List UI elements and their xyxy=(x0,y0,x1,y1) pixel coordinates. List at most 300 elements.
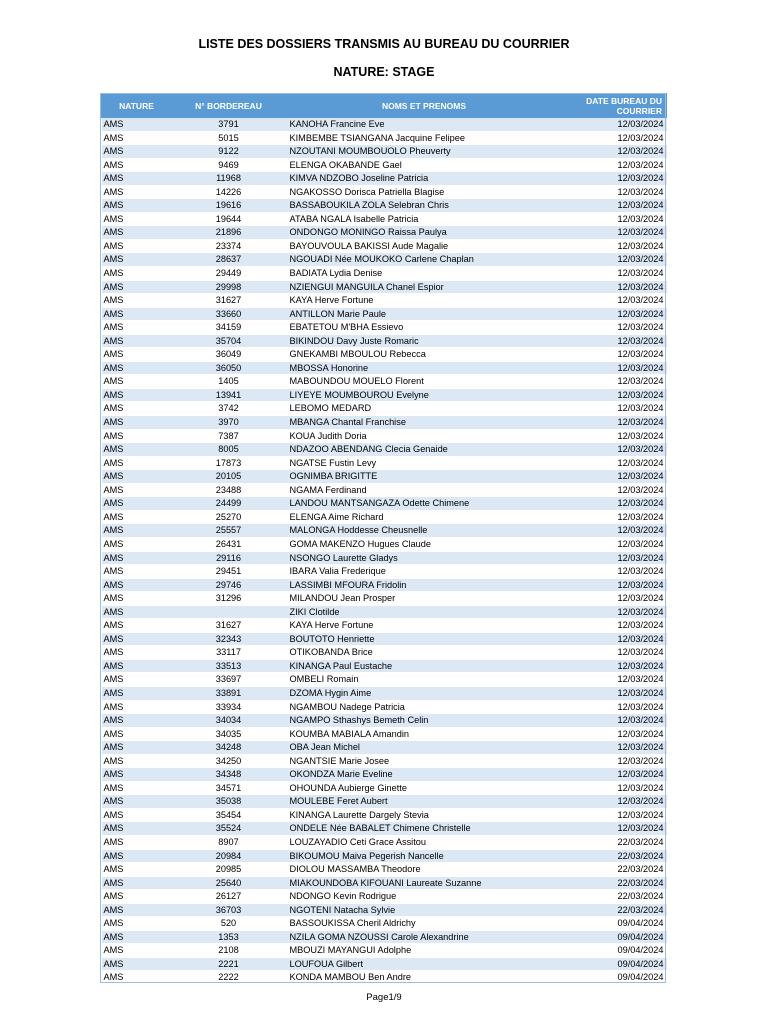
table-row xyxy=(102,741,667,755)
table-row xyxy=(102,145,667,159)
cell-bordereau: 2222 xyxy=(172,971,286,985)
cell-nature: AMS xyxy=(102,145,172,159)
cell-noms-prenoms: BADIATA Lydia Denise xyxy=(286,267,563,281)
cell-bordereau: 34035 xyxy=(172,727,286,741)
table-row xyxy=(102,754,667,768)
cell-date: 12/03/2024 xyxy=(563,646,667,660)
cell-nature: AMS xyxy=(102,700,172,714)
cell-nature: AMS xyxy=(102,890,172,904)
cell-bordereau: 31627 xyxy=(172,294,286,308)
cell-nature: AMS xyxy=(102,903,172,917)
cell-noms-prenoms: KAYA Herve Fortune xyxy=(286,294,563,308)
cell-date: 12/03/2024 xyxy=(563,253,667,267)
cell-noms-prenoms: MBOSSA Honorine xyxy=(286,361,563,375)
table-row xyxy=(102,863,667,877)
cell-bordereau: 34248 xyxy=(172,741,286,755)
cell-bordereau: 36050 xyxy=(172,361,286,375)
cell-nature: AMS xyxy=(102,971,172,985)
cell-bordereau: 29449 xyxy=(172,267,286,281)
cell-nature: AMS xyxy=(102,497,172,511)
table-row xyxy=(102,443,667,457)
cell-nature: AMS xyxy=(102,456,172,470)
cell-nature: AMS xyxy=(102,307,172,321)
cell-bordereau: 36049 xyxy=(172,348,286,362)
table-row xyxy=(102,971,667,985)
document-subtitle: NATURE: STAGE xyxy=(333,65,435,79)
cell-noms-prenoms: KOUA Judith Doria xyxy=(286,429,563,443)
cell-noms-prenoms: NGAMBOU Nadege Patricia xyxy=(286,700,563,714)
cell-noms-prenoms: BAYOUVOULA BAKISSI Aude Magalie xyxy=(286,239,563,253)
cell-date: 12/03/2024 xyxy=(563,388,667,402)
table-row xyxy=(102,673,667,687)
cell-nature: AMS xyxy=(102,781,172,795)
table-row xyxy=(102,267,667,281)
cell-date: 12/03/2024 xyxy=(563,510,667,524)
cell-bordereau: 7387 xyxy=(172,429,286,443)
table-row xyxy=(102,334,667,348)
table-row xyxy=(102,903,667,917)
cell-date: 12/03/2024 xyxy=(563,605,667,619)
cell-nature: AMS xyxy=(102,768,172,782)
cell-date: 22/03/2024 xyxy=(563,835,667,849)
cell-date: 12/03/2024 xyxy=(563,267,667,281)
cell-nature: AMS xyxy=(102,524,172,538)
cell-date: 12/03/2024 xyxy=(563,185,667,199)
cell-nature: AMS xyxy=(102,416,172,430)
cell-noms-prenoms: ANTILLON Marie Paule xyxy=(286,307,563,321)
cell-bordereau: 17873 xyxy=(172,456,286,470)
cell-date: 12/03/2024 xyxy=(563,280,667,294)
cell-noms-prenoms: MOULEBE Feret Aubert xyxy=(286,795,563,809)
cell-bordereau: 33660 xyxy=(172,307,286,321)
cell-date: 12/03/2024 xyxy=(563,822,667,836)
table-row xyxy=(102,686,667,700)
cell-date: 12/03/2024 xyxy=(563,497,667,511)
cell-date: 12/03/2024 xyxy=(563,361,667,375)
table-row xyxy=(102,632,667,646)
cell-date: 12/03/2024 xyxy=(563,239,667,253)
cell-bordereau: 13941 xyxy=(172,388,286,402)
table-row xyxy=(102,781,667,795)
cell-bordereau: 34034 xyxy=(172,714,286,728)
cell-nature: AMS xyxy=(102,334,172,348)
header-bordereau: N° BORDEREAU xyxy=(172,94,286,118)
table-row xyxy=(102,605,667,619)
cell-bordereau: 29746 xyxy=(172,578,286,592)
cell-date: 12/03/2024 xyxy=(563,808,667,822)
cell-nature: AMS xyxy=(102,673,172,687)
cell-bordereau: 33934 xyxy=(172,700,286,714)
cell-nature: AMS xyxy=(102,172,172,186)
cell-nature: AMS xyxy=(102,605,172,619)
cell-noms-prenoms: LEBOMO MEDARD xyxy=(286,402,563,416)
cell-bordereau: 29116 xyxy=(172,551,286,565)
cell-noms-prenoms: KIMVA NDZOBO Joseline Patricia xyxy=(286,172,563,186)
cell-noms-prenoms: ELENGA OKABANDE Gael xyxy=(286,158,563,172)
cell-date: 12/03/2024 xyxy=(563,483,667,497)
cell-date: 12/03/2024 xyxy=(563,727,667,741)
cell-date: 12/03/2024 xyxy=(563,429,667,443)
cell-noms-prenoms: OMBELI Romain xyxy=(286,673,563,687)
cell-bordereau: 25270 xyxy=(172,510,286,524)
cell-noms-prenoms: ONDONGO MONINGO Raissa Paulya xyxy=(286,226,563,240)
table-row xyxy=(102,212,667,226)
cell-noms-prenoms: NGATSE Fustin Levy xyxy=(286,456,563,470)
cell-nature: AMS xyxy=(102,388,172,402)
cell-date: 12/03/2024 xyxy=(563,714,667,728)
cell-nature: AMS xyxy=(102,483,172,497)
cell-date: 09/04/2024 xyxy=(563,930,667,944)
cell-nature: AMS xyxy=(102,808,172,822)
cell-bordereau: 14226 xyxy=(172,185,286,199)
cell-nature: AMS xyxy=(102,321,172,335)
cell-date: 22/03/2024 xyxy=(563,849,667,863)
cell-date: 12/03/2024 xyxy=(563,348,667,362)
table-row xyxy=(102,646,667,660)
cell-date: 12/03/2024 xyxy=(563,700,667,714)
cell-bordereau: 24499 xyxy=(172,497,286,511)
table-row xyxy=(102,416,667,430)
cell-date: 12/03/2024 xyxy=(563,619,667,633)
cell-date: 12/03/2024 xyxy=(563,673,667,687)
cell-noms-prenoms: BIKOUMOU Maiva Pegerish Nancelle xyxy=(286,849,563,863)
cell-date: 12/03/2024 xyxy=(563,456,667,470)
cell-noms-prenoms: LOUZAYADIO Ceti Grace Assitou xyxy=(286,835,563,849)
cell-bordereau: 35524 xyxy=(172,822,286,836)
table-row xyxy=(102,659,667,673)
cell-nature: AMS xyxy=(102,930,172,944)
cell-noms-prenoms: NZOUTANI MOUMBOUOLO Pheuverty xyxy=(286,145,563,159)
cell-bordereau: 35454 xyxy=(172,808,286,822)
cell-noms-prenoms: KINANGA Laurette Dargely Stevia xyxy=(286,808,563,822)
cell-date: 12/03/2024 xyxy=(563,118,667,132)
cell-nature: AMS xyxy=(102,375,172,389)
cell-nature: AMS xyxy=(102,727,172,741)
table-row xyxy=(102,592,667,606)
table-row xyxy=(102,822,667,836)
cell-date: 12/03/2024 xyxy=(563,781,667,795)
table-row xyxy=(102,429,667,443)
table-row xyxy=(102,402,667,416)
cell-nature: AMS xyxy=(102,822,172,836)
cell-noms-prenoms: ATABA NGALA Isabelle Patricia xyxy=(286,212,563,226)
cell-bordereau: 8005 xyxy=(172,443,286,457)
cell-bordereau: 29998 xyxy=(172,280,286,294)
cell-nature: AMS xyxy=(102,537,172,551)
cell-noms-prenoms: GOMA MAKENZO Hugues Claude xyxy=(286,537,563,551)
cell-date: 12/03/2024 xyxy=(563,632,667,646)
cell-bordereau: 26431 xyxy=(172,537,286,551)
cell-date: 12/03/2024 xyxy=(563,686,667,700)
cell-date: 12/03/2024 xyxy=(563,131,667,145)
cell-bordereau: 21896 xyxy=(172,226,286,240)
cell-date: 12/03/2024 xyxy=(563,592,667,606)
cell-nature: AMS xyxy=(102,714,172,728)
cell-bordereau: 3791 xyxy=(172,118,286,132)
table-row xyxy=(102,578,667,592)
table-row xyxy=(102,727,667,741)
header-nature: NATURE xyxy=(102,94,172,118)
cell-date: 12/03/2024 xyxy=(563,375,667,389)
table-row xyxy=(102,456,667,470)
table-row xyxy=(102,294,667,308)
cell-bordereau: 34571 xyxy=(172,781,286,795)
table-row xyxy=(102,524,667,538)
cell-bordereau: 36703 xyxy=(172,903,286,917)
cell-date: 12/03/2024 xyxy=(563,212,667,226)
cell-nature: AMS xyxy=(102,226,172,240)
cell-bordereau: 35704 xyxy=(172,334,286,348)
cell-noms-prenoms: OTIKOBANDA Brice xyxy=(286,646,563,660)
table-row xyxy=(102,375,667,389)
cell-nature: AMS xyxy=(102,551,172,565)
cell-nature: AMS xyxy=(102,212,172,226)
table-row xyxy=(102,307,667,321)
cell-bordereau: 11968 xyxy=(172,172,286,186)
table-row xyxy=(102,199,667,213)
cell-bordereau: 20985 xyxy=(172,863,286,877)
cell-noms-prenoms: GNEKAMBI MBOULOU Rebecca xyxy=(286,348,563,362)
cell-nature: AMS xyxy=(102,876,172,890)
table-row xyxy=(102,808,667,822)
cell-noms-prenoms: MALONGA Hoddesse Cheusnelle xyxy=(286,524,563,538)
table-row xyxy=(102,470,667,484)
cell-bordereau: 2108 xyxy=(172,944,286,958)
table-row xyxy=(102,118,667,132)
cell-nature: AMS xyxy=(102,429,172,443)
cell-nature: AMS xyxy=(102,131,172,145)
cell-noms-prenoms: NGOUADI Née MOUKOKO Carlene Chaplan xyxy=(286,253,563,267)
cell-date: 12/03/2024 xyxy=(563,158,667,172)
cell-bordereau: 9469 xyxy=(172,158,286,172)
cell-noms-prenoms: OKONDZA Marie Eveline xyxy=(286,768,563,782)
table-row xyxy=(102,388,667,402)
cell-date: 12/03/2024 xyxy=(563,307,667,321)
cell-date: 12/03/2024 xyxy=(563,321,667,335)
document-title: LISTE DES DOSSIERS TRANSMIS AU BUREAU DU COURRIER xyxy=(198,37,570,51)
table-row xyxy=(102,497,667,511)
cell-date: 12/03/2024 xyxy=(563,741,667,755)
cell-nature: AMS xyxy=(102,361,172,375)
table-row xyxy=(102,158,667,172)
cell-noms-prenoms: KIMBEMBE TSIANGANA Jacquine Felipee xyxy=(286,131,563,145)
cell-date: 12/03/2024 xyxy=(563,470,667,484)
cell-bordereau: 5015 xyxy=(172,131,286,145)
cell-bordereau: 1353 xyxy=(172,930,286,944)
cell-noms-prenoms: KONDA MAMBOU Ben Andre xyxy=(286,971,563,985)
table-row xyxy=(102,361,667,375)
cell-bordereau: 3742 xyxy=(172,402,286,416)
table-row xyxy=(102,768,667,782)
cell-date: 09/04/2024 xyxy=(563,944,667,958)
cell-bordereau: 19616 xyxy=(172,199,286,213)
cell-bordereau: 8907 xyxy=(172,835,286,849)
cell-bordereau: 28637 xyxy=(172,253,286,267)
cell-noms-prenoms: MBANGA Chantal Franchise xyxy=(286,416,563,430)
cell-noms-prenoms: EBATETOU M'BHA Essievo xyxy=(286,321,563,335)
header-date-bureau: DATE BUREAU DU COURRIER xyxy=(563,94,667,118)
cell-noms-prenoms: NGAMA Ferdinand xyxy=(286,483,563,497)
cell-bordereau: 33117 xyxy=(172,646,286,660)
cell-nature: AMS xyxy=(102,199,172,213)
cell-bordereau: 35038 xyxy=(172,795,286,809)
cell-noms-prenoms: DZOMA Hygin Aime xyxy=(286,686,563,700)
table-row xyxy=(102,348,667,362)
table-row xyxy=(102,944,667,958)
cell-date: 22/03/2024 xyxy=(563,876,667,890)
table-row xyxy=(102,131,667,145)
cell-nature: AMS xyxy=(102,510,172,524)
cell-bordereau: 34348 xyxy=(172,768,286,782)
cell-date: 12/03/2024 xyxy=(563,537,667,551)
table-row xyxy=(102,226,667,240)
table-row xyxy=(102,876,667,890)
cell-noms-prenoms: NGAKOSSO Dorisca Patriella Blagise xyxy=(286,185,563,199)
table-header-row xyxy=(102,94,667,118)
cell-nature: AMS xyxy=(102,565,172,579)
cell-nature: AMS xyxy=(102,863,172,877)
table-row xyxy=(102,551,667,565)
cell-date: 12/03/2024 xyxy=(563,659,667,673)
cell-noms-prenoms: LIYEYE MOUMBOUROU Evelyne xyxy=(286,388,563,402)
cell-noms-prenoms: KINANGA Paul Eustache xyxy=(286,659,563,673)
cell-noms-prenoms: OGNIMBA BRIGITTE xyxy=(286,470,563,484)
cell-nature: AMS xyxy=(102,646,172,660)
cell-noms-prenoms: MABOUNDOU MOUELO Florent xyxy=(286,375,563,389)
cell-date: 12/03/2024 xyxy=(563,226,667,240)
cell-date: 12/03/2024 xyxy=(563,443,667,457)
cell-bordereau: 25640 xyxy=(172,876,286,890)
cell-noms-prenoms: MILANDOU Jean Prosper xyxy=(286,592,563,606)
cell-date: 09/04/2024 xyxy=(563,957,667,971)
cell-noms-prenoms: NGANTSIE Marie Josee xyxy=(286,754,563,768)
cell-noms-prenoms: NSONGO Laurette Gladys xyxy=(286,551,563,565)
cell-date: 09/04/2024 xyxy=(563,971,667,985)
cell-bordereau: 2221 xyxy=(172,957,286,971)
cell-date: 22/03/2024 xyxy=(563,890,667,904)
cell-nature: AMS xyxy=(102,592,172,606)
cell-noms-prenoms: ONDELE Née BABALET Chimene Christelle xyxy=(286,822,563,836)
cell-date: 12/03/2024 xyxy=(563,524,667,538)
cell-nature: AMS xyxy=(102,659,172,673)
cell-noms-prenoms: BOUTOTO Henriette xyxy=(286,632,563,646)
cell-bordereau: 1405 xyxy=(172,375,286,389)
cell-noms-prenoms: MBOUZI MAYANGUI Adolphe xyxy=(286,944,563,958)
table-row xyxy=(102,239,667,253)
cell-nature: AMS xyxy=(102,632,172,646)
table-row xyxy=(102,714,667,728)
cell-bordereau: 23374 xyxy=(172,239,286,253)
cell-bordereau: 33513 xyxy=(172,659,286,673)
table-row xyxy=(102,849,667,863)
cell-noms-prenoms: MIAKOUNDOBA KIFOUANI Laureate Suzanne xyxy=(286,876,563,890)
cell-noms-prenoms: LASSIMBI MFOURA Fridolin xyxy=(286,578,563,592)
cell-date: 12/03/2024 xyxy=(563,172,667,186)
table-row xyxy=(102,957,667,971)
cell-nature: AMS xyxy=(102,348,172,362)
cell-noms-prenoms: NDAZOO ABENDANG Clecia Genaide xyxy=(286,443,563,457)
cell-bordereau: 33891 xyxy=(172,686,286,700)
cell-bordereau: 19644 xyxy=(172,212,286,226)
cell-nature: AMS xyxy=(102,754,172,768)
cell-nature: AMS xyxy=(102,619,172,633)
cell-noms-prenoms: BIKINDOU Davy Juste Romaric xyxy=(286,334,563,348)
cell-noms-prenoms: NGAMPO Sthashys Bemeth Celin xyxy=(286,714,563,728)
cell-bordereau: 31627 xyxy=(172,619,286,633)
cell-noms-prenoms: OHOUNDA Aubierge Ginette xyxy=(286,781,563,795)
cell-date: 12/03/2024 xyxy=(563,551,667,565)
cell-nature: AMS xyxy=(102,267,172,281)
cell-noms-prenoms: KAYA Herve Fortune xyxy=(286,619,563,633)
cell-bordereau: 25557 xyxy=(172,524,286,538)
cell-nature: AMS xyxy=(102,185,172,199)
header-noms-prenoms: NOMS ET PRENOMS xyxy=(286,94,563,118)
cell-nature: AMS xyxy=(102,443,172,457)
cell-date: 12/03/2024 xyxy=(563,416,667,430)
cell-nature: AMS xyxy=(102,118,172,132)
cell-noms-prenoms: NGOTENI Natacha Sylvie xyxy=(286,903,563,917)
cell-bordereau: 32343 xyxy=(172,632,286,646)
cell-bordereau: 31296 xyxy=(172,592,286,606)
cell-noms-prenoms: KANOHA Francine Eve xyxy=(286,118,563,132)
table-row xyxy=(102,321,667,335)
table-row xyxy=(102,510,667,524)
cell-nature: AMS xyxy=(102,835,172,849)
cell-nature: AMS xyxy=(102,944,172,958)
table-row xyxy=(102,700,667,714)
cell-date: 12/03/2024 xyxy=(563,565,667,579)
cell-nature: AMS xyxy=(102,795,172,809)
cell-date: 12/03/2024 xyxy=(563,578,667,592)
cell-date: 12/03/2024 xyxy=(563,768,667,782)
cell-bordereau: 29451 xyxy=(172,565,286,579)
cell-nature: AMS xyxy=(102,686,172,700)
table-row xyxy=(102,890,667,904)
cell-noms-prenoms: LANDOU MANTSANGAZA Odette Chimene xyxy=(286,497,563,511)
table-row xyxy=(102,172,667,186)
cell-date: 12/03/2024 xyxy=(563,199,667,213)
cell-nature: AMS xyxy=(102,253,172,267)
cell-bordereau: 20984 xyxy=(172,849,286,863)
cell-nature: AMS xyxy=(102,917,172,931)
table-row xyxy=(102,185,667,199)
table-row xyxy=(102,537,667,551)
table-row xyxy=(102,280,667,294)
cell-noms-prenoms: OBA Jean Michel xyxy=(286,741,563,755)
cell-bordereau: 520 xyxy=(172,917,286,931)
cell-bordereau: 33697 xyxy=(172,673,286,687)
cell-date: 12/03/2024 xyxy=(563,795,667,809)
cell-nature: AMS xyxy=(102,578,172,592)
table-row xyxy=(102,930,667,944)
cell-date: 12/03/2024 xyxy=(563,334,667,348)
cell-nature: AMS xyxy=(102,158,172,172)
cell-nature: AMS xyxy=(102,741,172,755)
page-number: Page1/9 xyxy=(366,992,402,1003)
cell-bordereau: 34250 xyxy=(172,754,286,768)
cell-date: 12/03/2024 xyxy=(563,145,667,159)
cell-noms-prenoms: DIOLOU MASSAMBA Theodore xyxy=(286,863,563,877)
cell-noms-prenoms: BASSABOUKILA ZOLA Selebran Chris xyxy=(286,199,563,213)
cell-noms-prenoms: NDONGO Kevin Rodrigue xyxy=(286,890,563,904)
cell-bordereau: 34159 xyxy=(172,321,286,335)
cell-nature: AMS xyxy=(102,239,172,253)
table-row xyxy=(102,565,667,579)
table-row xyxy=(102,795,667,809)
cell-bordereau: 20105 xyxy=(172,470,286,484)
cell-bordereau: 23488 xyxy=(172,483,286,497)
cell-date: 12/03/2024 xyxy=(563,754,667,768)
